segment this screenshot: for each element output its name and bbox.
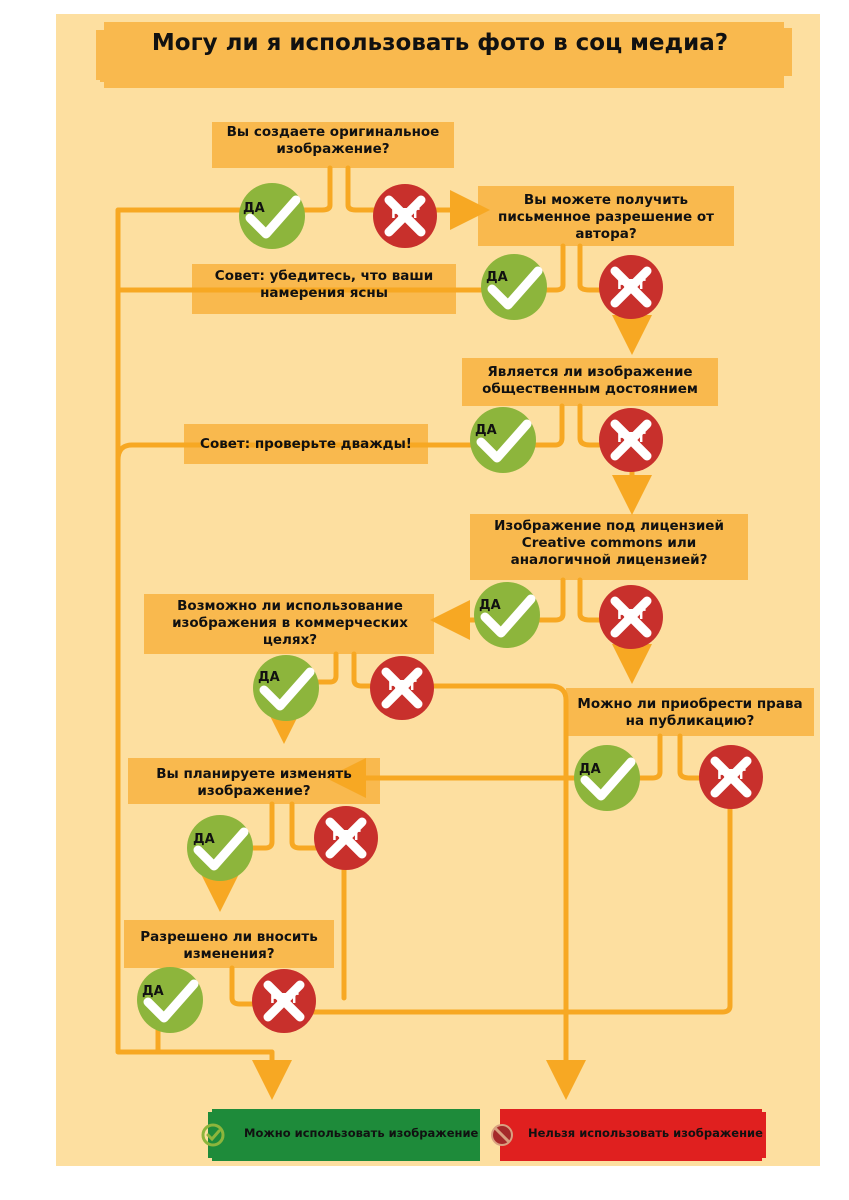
node-q8: Разрешено ли вносить изменения? [140,929,318,962]
no-label: НЕТ [332,829,361,844]
node-tip1: Совет: убедитесь, что ваши намерения ясны [214,268,434,301]
yes-label: ДА [475,423,497,438]
yes-q7-icon [187,815,253,881]
yes-label: ДА [479,598,501,613]
no-label: НЕТ [717,768,746,783]
node-q5: Возможно ли использование изображения в коммерческих целях? [172,598,408,648]
no-label: НЕТ [617,431,646,446]
node-q2: Вы можете получить письменное разрешение от автора? [498,192,714,242]
result-cannot-label: Нельзя использовать изображение [528,1126,763,1140]
yes-label: ДА [486,270,508,285]
yes-label: ДА [142,984,164,999]
yes-q2-icon [481,254,547,320]
no-label: НЕТ [617,608,646,623]
yes-q5-icon [253,655,319,721]
node-q4: Изображение под лицензией Creative commons или аналогичной лицензией? [494,518,724,568]
yes-q6-icon [574,745,640,811]
yes-label: ДА [258,670,280,685]
node-q1: Вы создаете оригинальное изображение? [226,124,440,157]
result-can-label: Можно использовать изображение [244,1126,479,1140]
prohibited-icon [492,1125,512,1145]
node-q7: Вы планируете изменять изображение? [156,766,352,799]
yes-label: ДА [579,762,601,777]
node-q3: Является ли изображение общественным достоянием [482,364,698,397]
node-tip2: Совет: проверьте дважды! [200,436,412,452]
no-label: НЕТ [270,992,299,1007]
yes-q4-icon [474,582,540,648]
node-q6: Можно ли приобрести права на публикацию? [577,696,803,729]
yes-q1-icon [239,183,305,249]
yes-label: ДА [193,832,215,847]
no-label: НЕТ [388,679,417,694]
no-label: НЕТ [617,278,646,293]
yes-q3-icon [470,407,536,473]
yes-label: ДА [243,201,265,216]
yes-q8-icon [137,967,203,1033]
page-title: Могу ли я использовать фото в соц медиа? [151,30,729,56]
no-label: НЕТ [391,207,420,222]
